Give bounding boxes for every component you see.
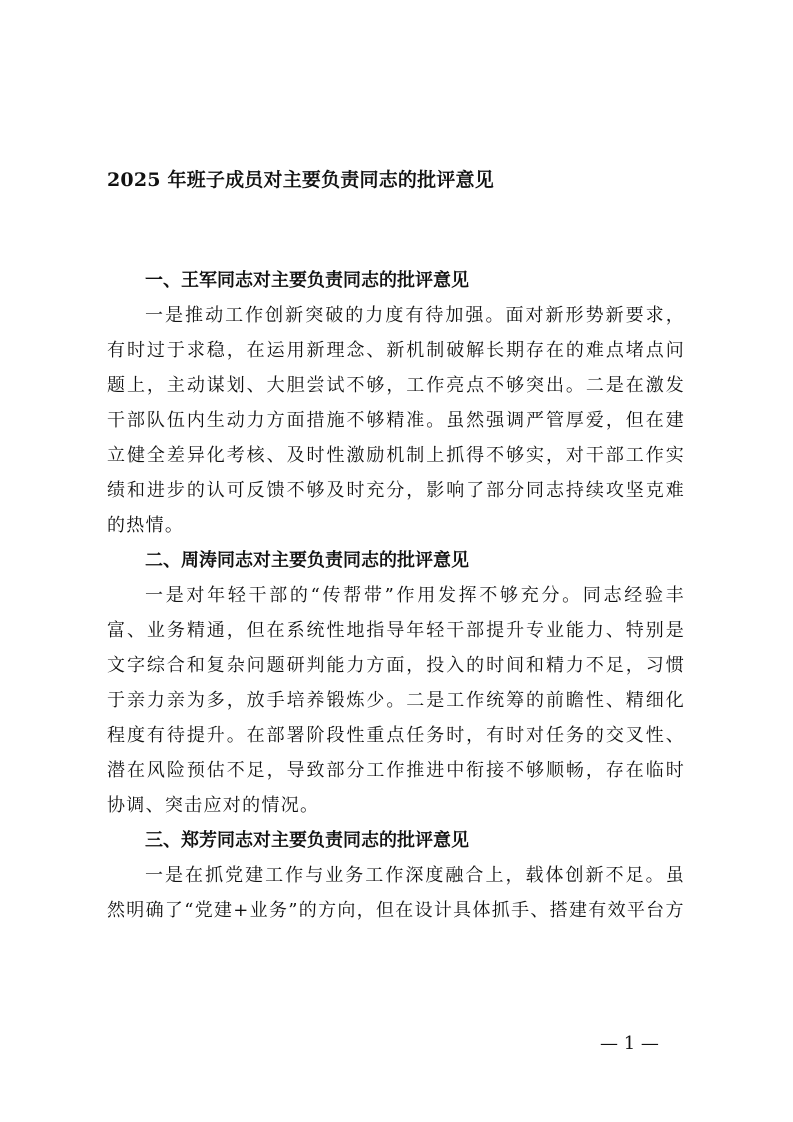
section-1: [107, 263, 685, 543]
section-heading: 三、郑芳同志对主要负责同志的批评意见: [145, 830, 469, 851]
section-heading: 二、周涛同志对主要负责同志的批评意见: [145, 550, 469, 571]
section-3: [107, 823, 685, 928]
section-2: [107, 543, 685, 823]
document-content: [107, 263, 685, 928]
section-body: 一是在抓党建工作与业务工作深度融合上，载体创新不足。虽然明确了“党建+业务”的方向，但在设计具体抓手、搭建有效平台方: [107, 865, 685, 921]
document-title: 2025 年班子成员对主要负责同志的批评意见: [107, 169, 494, 191]
section-heading: 一、王军同志对主要负责同志的批评意见: [145, 270, 469, 291]
section-body: 一是推动工作创新突破的力度有待加强。面对新形势新要求，有时过于求稳，在运用新理念、新机制破解长期存在的难点堵点问题上，主动谋划、大胆尝试不够，工作亮点不够突出。二是在激发干部队伍内生动力方面措施不够精准。虽然强调严管厚爱，但在建立健全差异化考核、及时性激励机制上抓得不够实，对干部工作实绩和进步的认可反馈不够及时充分，影响了部分同志持续攻坚克难的热情。: [107, 305, 685, 536]
page-number: — 1 —: [600, 1033, 659, 1054]
section-body: 一是对年轻干部的“传帮带”作用发挥不够充分。同志经验丰富、业务精通，但在系统性地指导年轻干部提升专业能力、特别是文字综合和复杂问题研判能力方面，投入的时间和精力不足，习惯于亲力亲为多，放手培养锻炼少。二是工作统筹的前瞻性、精细化程度有待提升。在部署阶段性重点任务时，有时对任务的交叉性、潜在风险预估不足，导致部分工作推进中衔接不够顺畅，存在临时协调、突击应对的情况。: [107, 585, 685, 816]
